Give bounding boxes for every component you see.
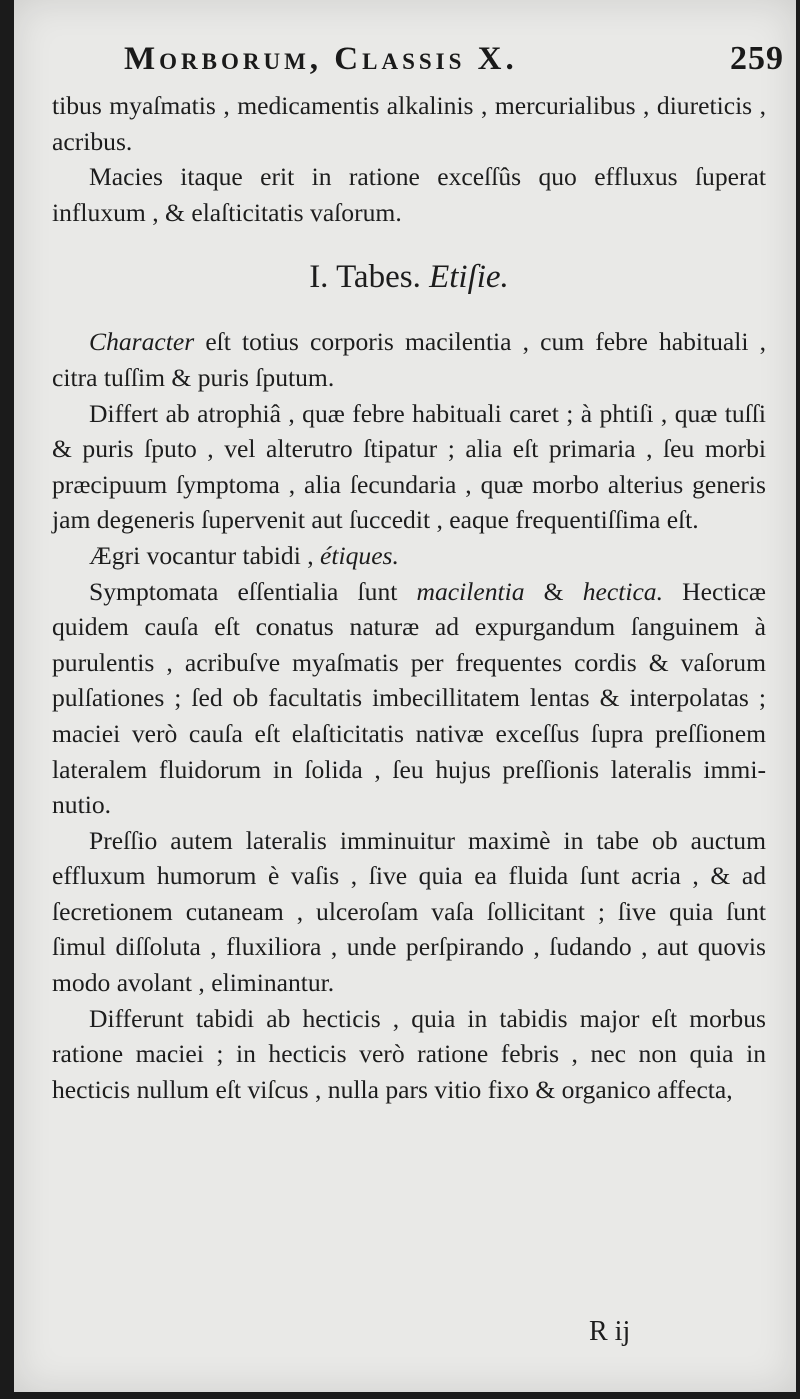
book-page <box>14 0 796 1392</box>
paragraph-differunt: Differunt tabidi ab hecticis , quia in tabidis major eſt morbus ratione maciei ; in hecticis verò ratione febris , nec non quia in hecticis nullum eſt viſcus , nulla pars vitio fixo & organico affecta, <box>52 1003 766 1104</box>
page-header <box>124 40 784 78</box>
aegri-french-term: étiques. <box>320 540 399 570</box>
symptomata-text-b: & <box>524 576 583 606</box>
paragraph-differt: Differt ab atrophiâ , quæ febre habituali caret ; à phtiſi , quæ tuſſi & puris ſputo , vel alterutro ſtipatur ; alia eſt primaria , ſeu morbi præcipuum ſymptoma , alia ſecundaria , quæ morbo alterius generis jam degeneris ſupervenit aut ſuccedit , eaque frequentiſſima eſt. <box>52 398 766 535</box>
symptomata-text-c: Hecticæ quidem cauſa eſt conatus naturæ ad expurgandum ſanguinem à purulentis , acribuſve myaſmatis per frequentes cordis & vaſorum pulſationes ; ſed ob facultatis imbecillitatem lentas & interpolatas ; maciei verò cauſa eſt elaſticitatis nativæ exceſſus ſupra preſſionem lateralem fluidorum in ſolida , ſeu hujus preſſionis lateralis imminutio. <box>52 576 766 820</box>
running-title: Morborum, Classis X. <box>124 41 518 77</box>
paragraph-aegri <box>52 538 766 574</box>
character-term: Character <box>89 327 195 357</box>
paragraph-1: tibus myaſmatis , medicamentis alkalinis , mercurialibus , diureticis , acribus. <box>52 91 766 156</box>
term-hectica: hectica. <box>582 576 663 606</box>
paragraph-2: Macies itaque erit in ratione exceſſûs quo effluxus ſuperat influxum , & elaſticitatis vaſorum. <box>52 162 766 227</box>
term-macilentia: macilentia <box>416 576 525 606</box>
page-number: 259 <box>730 40 784 77</box>
paragraph-pressio: Preſſio autem lateralis imminuitur maximè in tabe ob auctum effluxum humorum è vaſis , ſive quia ea fluida ſunt acria , & ad ſecretionem cutaneam , ulceroſam vaſa ſollicitant ; ſive quia ſunt ſimul diſſoluta , fluxiliora , unde perſpirando , ſudando , aut quovis modo avolant , eliminantur. <box>52 825 766 998</box>
heading-french-title: Etiſie. <box>429 259 509 296</box>
body-text <box>52 88 766 1107</box>
paragraph-character <box>52 324 766 395</box>
section-heading <box>52 257 766 297</box>
character-text: eſt totius corporis macilentia , cum febre habituali , citra tuſſim & puris ſputum. <box>52 327 766 392</box>
aegri-text: Ægri vocantur tabidi , <box>89 540 321 570</box>
paragraph-symptomata <box>52 574 766 823</box>
signature-mark: R ij <box>589 1316 631 1347</box>
heading-title: I. Tabes. <box>309 259 421 296</box>
symptomata-text-a: Symptomata eſſentialia ſunt <box>89 576 417 606</box>
